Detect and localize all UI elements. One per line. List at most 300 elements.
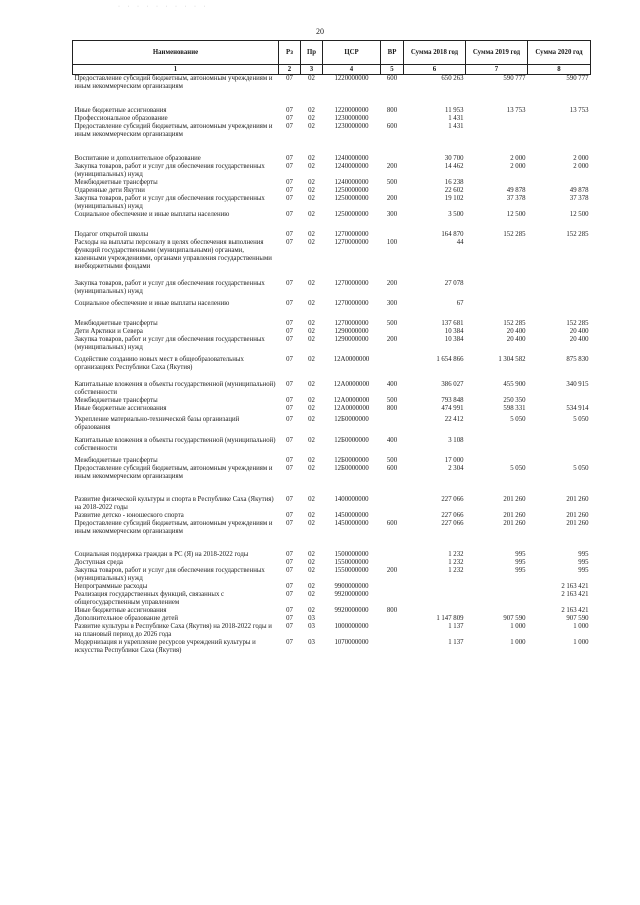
cell-csr: 12А0000000	[333, 397, 370, 404]
cell-pr: 02	[308, 465, 315, 472]
cell-csr: 1270000000	[334, 300, 369, 307]
table-row	[73, 639, 591, 655]
cell-pr: 02	[308, 405, 315, 412]
cell-name: Воспитание и дополнительное образование	[74, 155, 201, 162]
table-row	[73, 416, 591, 432]
cell-s2018: 30 700	[444, 155, 464, 162]
cell-pr: 02	[308, 457, 315, 464]
col-number: 6	[404, 65, 466, 75]
cell-name: Содействие созданию новых мест в общеобразовательных организациях Республики Саха (Якутия)	[74, 356, 244, 371]
cell-s2020: 201 260	[566, 512, 589, 519]
cell-vr: 100	[386, 239, 398, 246]
table-row	[73, 336, 591, 352]
cell-name: Предоставление субсидий бюджетным, автономным учреждениям и иным некоммерческим организациям	[74, 520, 273, 535]
cell-s2018: 3 108	[448, 437, 464, 444]
cell-pr: 02	[308, 320, 315, 327]
cell-vr	[381, 231, 404, 239]
cell-csr: 1550000000	[334, 567, 369, 574]
row-spacer	[73, 219, 591, 231]
col-number: 3	[301, 65, 323, 75]
cell-rz: 07	[286, 520, 293, 527]
cell-rz: 07	[286, 280, 293, 287]
table-row	[73, 328, 591, 336]
cell-s2019: 995	[515, 559, 526, 566]
cell-csr: 1500000000	[334, 551, 369, 558]
cell-csr: 1240000000	[334, 155, 369, 162]
cell-pr: 02	[308, 551, 315, 558]
table-row	[73, 512, 591, 520]
cell-pr: 03	[308, 639, 315, 646]
cell-csr: 12А0000000	[333, 381, 370, 388]
cell-s2018	[404, 591, 466, 607]
cell-s2018: 22 412	[444, 416, 464, 423]
cell-vr: 200	[386, 336, 398, 343]
cell-rz: 07	[286, 328, 293, 335]
cell-name: Иные бюджетные ассигнования	[74, 607, 167, 614]
table-header-row	[73, 41, 591, 65]
cell-s2018: 650 263	[441, 75, 464, 82]
cell-s2019: 20 400	[506, 336, 526, 343]
cell-s2020: 2 000	[573, 155, 589, 162]
cell-name: Развитие физической культуры и спорта в Республике Саха (Якутия) на 2018-2022 годы	[74, 496, 274, 511]
cell-s2020	[528, 280, 591, 296]
cell-s2020: 995	[578, 567, 589, 574]
table-row	[73, 520, 591, 536]
cell-name: Иные бюджетные ассигнования	[74, 405, 167, 412]
cell-s2018: 19 102	[444, 195, 464, 202]
cell-csr: 12Б0000000	[334, 437, 369, 444]
row-spacer	[73, 308, 591, 320]
cell-s2018: 1 147 809	[436, 615, 464, 622]
row-spacer	[73, 536, 591, 551]
table-row	[73, 211, 591, 219]
cell-vr: 600	[386, 75, 398, 82]
cell-s2019	[466, 123, 528, 139]
cell-s2019: 1 304 582	[498, 356, 526, 363]
cell-s2019: 5 050	[510, 416, 526, 423]
cell-csr: 1220000000	[334, 107, 369, 114]
header-sum-2019: Сумма 2019 год	[466, 41, 528, 65]
cell-s2018: 227 066	[441, 520, 464, 527]
cell-vr: 300	[386, 211, 398, 218]
cell-rz: 07	[286, 583, 293, 590]
cell-rz: 07	[286, 320, 293, 327]
cell-s2018: 10 384	[444, 328, 464, 335]
cell-s2018: 1 137	[448, 639, 464, 646]
cell-pr: 02	[308, 123, 315, 130]
cell-name: Социальное обеспечение и иные выплаты населению	[74, 300, 230, 307]
cell-s2019	[466, 239, 528, 271]
cell-pr: 02	[308, 107, 315, 114]
cell-s2020	[528, 437, 591, 453]
cell-s2019: 201 260	[503, 496, 526, 503]
cell-pr: 02	[308, 496, 315, 503]
table-row	[73, 155, 591, 163]
cell-csr: 9920000000	[334, 607, 369, 614]
cell-pr: 02	[308, 607, 315, 614]
cell-s2020	[528, 123, 591, 139]
col-number: 5	[381, 65, 404, 75]
table-row	[73, 187, 591, 195]
cell-s2019: 201 260	[503, 520, 526, 527]
cell-pr: 02	[308, 416, 315, 423]
cell-s2020: 2 163 421	[561, 583, 589, 590]
cell-s2020: 152 285	[566, 231, 589, 238]
table-body	[73, 75, 591, 656]
cell-s2020: 49 878	[569, 187, 589, 194]
cell-s2018: 14 462	[444, 163, 464, 170]
cell-vr	[381, 496, 404, 512]
cell-rz: 07	[286, 231, 293, 238]
col-number: 8	[528, 65, 591, 75]
cell-s2019: 907 590	[503, 615, 526, 622]
table-row	[73, 179, 591, 187]
scan-artifact: · · · · · · · · · ·	[118, 4, 209, 10]
cell-rz: 07	[286, 107, 293, 114]
cell-vr: 800	[386, 607, 398, 614]
cell-csr: 1000000000	[334, 623, 369, 630]
table-row	[73, 567, 591, 583]
cell-pr: 02	[308, 231, 315, 238]
cell-s2020: 20 400	[569, 328, 589, 335]
cell-vr	[381, 187, 404, 195]
table-row	[73, 457, 591, 465]
cell-vr: 400	[386, 381, 398, 388]
cell-rz: 07	[286, 405, 293, 412]
cell-name: Межбюджетные трансферты	[74, 320, 158, 327]
table-row	[73, 607, 591, 615]
cell-s2019: 152 285	[503, 320, 526, 327]
cell-s2018: 227 066	[441, 512, 464, 519]
cell-name: Закупка товаров, работ и услуг для обеспечения государственных (муниципальных) нужд	[74, 567, 265, 582]
cell-name: Предоставление субсидий бюджетным, автономным учреждениям и иным некоммерческим организациям	[74, 123, 273, 138]
cell-csr: 1270000000	[334, 320, 369, 327]
cell-vr: 800	[386, 405, 398, 412]
cell-s2018: 1 654 866	[436, 356, 464, 363]
cell-s2019: 5 050	[510, 465, 526, 472]
cell-rz: 07	[286, 179, 293, 186]
cell-s2020	[528, 239, 591, 271]
header-sum-2020: Сумма 2020 год	[528, 41, 591, 65]
cell-rz: 07	[286, 381, 293, 388]
cell-s2018	[404, 607, 466, 615]
cell-s2020: 590 777	[566, 75, 589, 82]
table-row	[73, 623, 591, 639]
table-row	[73, 405, 591, 413]
cell-rz: 07	[286, 195, 293, 202]
cell-s2019: 12 500	[506, 211, 526, 218]
cell-pr: 02	[308, 300, 315, 307]
header-rz: Рз	[279, 41, 301, 65]
cell-rz: 07	[286, 591, 293, 598]
cell-name: Социальное обеспечение и иные выплаты населению	[74, 211, 230, 218]
cell-s2020: 534 914	[566, 405, 589, 412]
cell-rz: 07	[286, 300, 293, 307]
cell-rz: 07	[286, 75, 293, 82]
cell-name: Расходы на выплаты персоналу в целях обеспечения выполнения функций государственными (муниципальными) органами, казенными учреждениями, органами управления государственными внебюджетными фондами	[74, 239, 272, 270]
cell-vr	[381, 328, 404, 336]
cell-pr: 02	[308, 115, 315, 122]
cell-pr: 02	[308, 155, 315, 162]
cell-vr: 200	[386, 195, 398, 202]
table-row	[73, 280, 591, 296]
cell-pr: 02	[308, 520, 315, 527]
cell-name: Межбюджетные трансферты	[74, 397, 158, 404]
cell-rz: 07	[286, 397, 293, 404]
cell-s2019: 590 777	[503, 75, 526, 82]
cell-name: Подагог открытой школы	[74, 231, 149, 238]
cell-s2019: 2 000	[510, 163, 526, 170]
cell-s2018: 11 953	[445, 107, 464, 114]
cell-s2019	[466, 179, 528, 187]
cell-s2019: 37 378	[506, 195, 526, 202]
cell-rz: 07	[286, 437, 293, 444]
cell-vr: 200	[386, 163, 398, 170]
cell-name: Закупка товаров, работ и услуг для обеспечения государственных (муниципальных) нужд	[74, 163, 265, 178]
cell-csr: 1270000000	[334, 280, 369, 287]
cell-s2019	[466, 280, 528, 296]
cell-name: Реализация государственных функций, связанных с общегосударственным управлением	[74, 591, 225, 606]
cell-csr: 12А0000000	[333, 405, 370, 412]
cell-pr: 02	[308, 75, 315, 82]
cell-pr: 02	[308, 397, 315, 404]
cell-pr: 02	[308, 591, 315, 598]
cell-s2020: 2 163 421	[561, 591, 589, 598]
cell-vr: 500	[386, 320, 398, 327]
cell-vr	[381, 155, 404, 163]
cell-name: Профессиональное образование	[74, 115, 168, 122]
cell-s2020: 201 260	[566, 520, 589, 527]
cell-s2018: 1 232	[448, 551, 464, 558]
header-pr: Пр	[301, 41, 323, 65]
cell-vr: 600	[386, 123, 398, 130]
header-csr: ЦСР	[323, 41, 381, 65]
col-number: 1	[73, 65, 279, 75]
cell-pr: 02	[308, 559, 315, 566]
cell-s2018: 17 000	[444, 457, 464, 464]
cell-name: Закупка товаров, работ и услуг для обеспечения государственных (муниципальных) нужд	[74, 280, 265, 295]
cell-name: Предоставление субсидий бюджетным, автономным учреждениям и иным некоммерческим организациям	[74, 465, 273, 480]
table-row	[73, 591, 591, 607]
cell-csr: 1290000000	[334, 328, 369, 335]
cell-pr: 02	[308, 211, 315, 218]
table-row	[73, 381, 591, 397]
cell-s2018: 2 304	[448, 465, 464, 472]
cell-s2018: 227 066	[441, 496, 464, 503]
cell-rz: 07	[286, 512, 293, 519]
header-name: Наименование	[73, 41, 279, 65]
cell-name: Закупка товаров, работ и услуг для обеспечения государственных (муниципальных) нужд	[74, 336, 265, 351]
cell-s2018: 67	[456, 300, 464, 307]
cell-rz: 07	[286, 567, 293, 574]
table-row	[73, 115, 591, 123]
cell-rz: 07	[286, 623, 293, 630]
cell-vr: 200	[386, 567, 398, 574]
cell-vr	[381, 623, 404, 639]
cell-s2020	[528, 300, 591, 308]
cell-name: Дополнительное образование детей	[74, 615, 179, 622]
cell-s2020: 2 000	[573, 163, 589, 170]
table-row	[73, 195, 591, 211]
budget-table	[72, 40, 591, 655]
cell-rz: 07	[286, 639, 293, 646]
cell-csr: 1400000000	[334, 496, 369, 503]
cell-s2020: 5 050	[573, 416, 589, 423]
table-row	[73, 123, 591, 139]
cell-s2018: 10 384	[444, 336, 464, 343]
table-row	[73, 551, 591, 559]
cell-rz: 07	[286, 211, 293, 218]
cell-csr: 1450000000	[334, 512, 369, 519]
cell-pr: 02	[308, 381, 315, 388]
cell-s2020: 995	[578, 559, 589, 566]
row-spacer	[73, 91, 591, 107]
cell-rz: 07	[286, 465, 293, 472]
cell-s2019: 49 878	[506, 187, 526, 194]
table-row	[73, 320, 591, 328]
header-sum-2018: Сумма 2018 год	[404, 41, 466, 65]
cell-s2019	[466, 591, 528, 607]
cell-name: Предоставление субсидий бюджетным, автономным учреждениям и иным некоммерческим организациям	[74, 75, 273, 90]
cell-csr: 9920000000	[334, 591, 369, 598]
cell-s2018: 3 500	[448, 211, 464, 218]
cell-vr	[381, 639, 404, 655]
cell-vr	[381, 356, 404, 372]
table-row	[73, 397, 591, 405]
cell-s2018: 474 991	[441, 405, 464, 412]
cell-s2020: 907 590	[566, 615, 589, 622]
cell-s2018: 1 232	[448, 567, 464, 574]
cell-pr: 02	[308, 195, 315, 202]
cell-csr: 12Б0000000	[334, 457, 369, 464]
cell-s2020: 152 285	[566, 320, 589, 327]
cell-csr: 1450000000	[334, 520, 369, 527]
cell-vr: 500	[386, 179, 398, 186]
cell-csr	[323, 615, 381, 623]
cell-csr: 1270000000	[334, 239, 369, 246]
cell-s2019	[466, 115, 528, 123]
cell-pr: 02	[308, 356, 315, 363]
table-row	[73, 437, 591, 453]
cell-pr: 02	[308, 328, 315, 335]
cell-rz: 07	[286, 607, 293, 614]
cell-pr: 02	[308, 567, 315, 574]
cell-s2018: 27 078	[444, 280, 464, 287]
cell-vr: 600	[386, 520, 398, 527]
table-row	[73, 583, 591, 591]
cell-s2019: 995	[515, 551, 526, 558]
cell-s2020: 875 830	[566, 356, 589, 363]
table-row	[73, 465, 591, 481]
cell-rz: 07	[286, 336, 293, 343]
cell-vr: 400	[386, 437, 398, 444]
cell-rz: 07	[286, 239, 293, 246]
table-row	[73, 496, 591, 512]
cell-rz: 07	[286, 559, 293, 566]
cell-s2020: 201 260	[566, 496, 589, 503]
table-row	[73, 231, 591, 239]
cell-rz: 07	[286, 457, 293, 464]
cell-vr	[381, 416, 404, 432]
cell-csr: 12Б0000000	[334, 416, 369, 423]
cell-s2019: 455 900	[503, 381, 526, 388]
cell-s2018: 22 602	[444, 187, 464, 194]
cell-name: Модернизация и укрепление ресурсов учреждений культуры и искусства Республики Саха (Якутия)	[74, 639, 256, 654]
cell-s2020: 1 000	[573, 623, 589, 630]
cell-pr: 03	[308, 615, 315, 622]
cell-s2018: 44	[456, 239, 464, 246]
cell-rz: 07	[286, 163, 293, 170]
cell-csr: 1220000000	[334, 75, 369, 82]
cell-vr: 500	[386, 397, 398, 404]
cell-pr: 02	[308, 280, 315, 287]
table-row	[73, 163, 591, 179]
table-row	[73, 356, 591, 372]
cell-vr	[381, 551, 404, 559]
table-row	[73, 615, 591, 623]
col-number: 4	[323, 65, 381, 75]
cell-pr: 02	[308, 437, 315, 444]
cell-s2019: 1 000	[510, 623, 526, 630]
cell-s2019	[466, 457, 528, 465]
cell-pr: 02	[308, 187, 315, 194]
cell-rz: 07	[286, 496, 293, 503]
cell-s2018: 793 848	[441, 397, 464, 404]
cell-s2018: 164 870	[441, 231, 464, 238]
cell-name: Межбюджетные трансферты	[74, 457, 158, 464]
cell-s2019	[466, 583, 528, 591]
cell-s2020: 12 500	[569, 211, 589, 218]
col-number: 2	[279, 65, 301, 75]
row-spacer	[73, 372, 591, 381]
table-row	[73, 239, 591, 271]
cell-vr: 200	[386, 280, 398, 287]
cell-s2020: 2 163 421	[561, 607, 589, 614]
cell-s2019: 20 400	[506, 328, 526, 335]
cell-name: Развитие детско - юношеского спорта	[74, 512, 184, 519]
cell-name: Доступная среда	[74, 559, 123, 566]
cell-csr: 1240000000	[334, 163, 369, 170]
column-number-row	[73, 65, 591, 75]
cell-name: Межбюджетные трансферты	[74, 179, 158, 186]
table-row	[73, 75, 591, 92]
table-row	[73, 559, 591, 567]
cell-s2018: 1 232	[448, 559, 464, 566]
cell-s2020	[528, 179, 591, 187]
cell-pr: 02	[308, 512, 315, 519]
cell-vr	[381, 615, 404, 623]
cell-name: Закупка товаров, работ и услуг для обеспечения государственных (муниципальных) нужд	[74, 195, 265, 210]
cell-csr: 9900000000	[334, 583, 369, 590]
cell-csr: 1550000000	[334, 559, 369, 566]
cell-s2019: 598 331	[503, 405, 526, 412]
cell-name: Социальная поддержка граждан в РС (Я) на 2018-2022 годы	[74, 551, 249, 558]
cell-csr: 1230000000	[334, 115, 369, 122]
cell-s2020	[528, 457, 591, 465]
cell-rz: 07	[286, 416, 293, 423]
cell-s2019	[466, 607, 528, 615]
cell-name: Одаренные дети Якутии	[74, 187, 145, 194]
cell-s2020: 1 000	[573, 639, 589, 646]
cell-pr: 02	[308, 336, 315, 343]
cell-s2020: 995	[578, 551, 589, 558]
cell-csr: 1240000000	[334, 179, 369, 186]
cell-s2019: 152 285	[503, 231, 526, 238]
cell-rz: 07	[286, 115, 293, 122]
cell-csr: 12А0000000	[333, 356, 370, 363]
cell-csr: 1230000000	[334, 123, 369, 130]
cell-vr: 300	[386, 300, 398, 307]
